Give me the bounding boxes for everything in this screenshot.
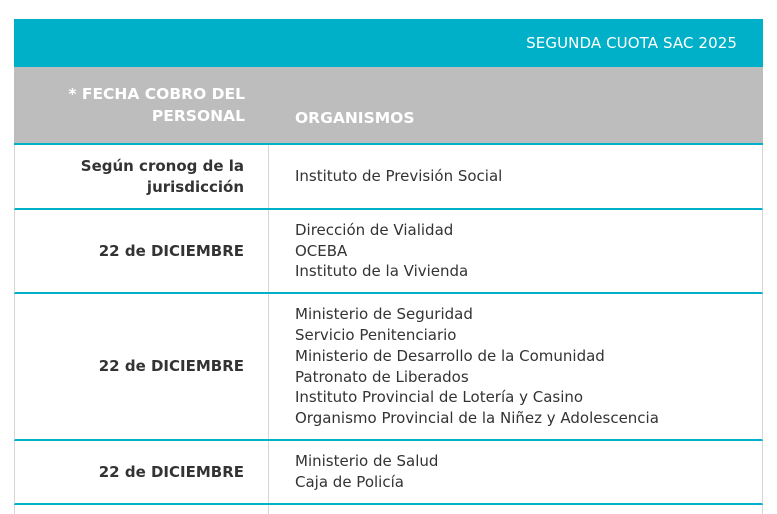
row-date: 22 de DICIEMBRE (15, 441, 269, 503)
org-item: Caja de Policía (295, 473, 404, 491)
table-row-partial (14, 505, 763, 514)
row-orgs (269, 441, 762, 503)
org-item: Instituto de la Vivienda (295, 262, 469, 281)
org-item: Ministerio de Desarrollo de la Comunidad (295, 346, 605, 365)
org-item: OCEBA (295, 241, 348, 260)
row-date: Según cronog de la jurisdicción (15, 145, 269, 208)
row-date: 22 de DICIEMBRE (15, 294, 269, 439)
header-organismos: ORGANISMOS (295, 109, 415, 127)
org-item: Organismo Provincial de la Niñez y Adolescencia (295, 408, 659, 427)
header-fecha-cobro: * FECHA COBRO DEL PERSONAL (68, 85, 245, 125)
row-orgs (269, 145, 762, 208)
table-row (14, 441, 763, 505)
org-item: Ministerio de Salud (295, 452, 439, 471)
row-orgs (269, 210, 762, 292)
org-item: Instituto de Previsión Social (295, 167, 503, 186)
org-item: Instituto Provincial de Lotería y Casino (295, 388, 584, 407)
table-title: SEGUNDA CUOTA SAC 2025 (14, 19, 763, 67)
org-item: Servicio Penitenciario (295, 326, 457, 345)
table-row (14, 210, 763, 294)
org-item: Patronato de Liberados (295, 367, 469, 386)
table-row (14, 145, 763, 210)
row-orgs-empty (269, 505, 762, 514)
org-item: Ministerio de Seguridad (295, 305, 473, 324)
sac-table (14, 19, 763, 514)
table-row (14, 294, 763, 441)
row-orgs (269, 294, 762, 439)
row-date-empty (15, 505, 269, 514)
table-header (14, 67, 763, 145)
row-date: 22 de DICIEMBRE (15, 210, 269, 292)
org-item: Dirección de Vialidad (295, 220, 454, 239)
